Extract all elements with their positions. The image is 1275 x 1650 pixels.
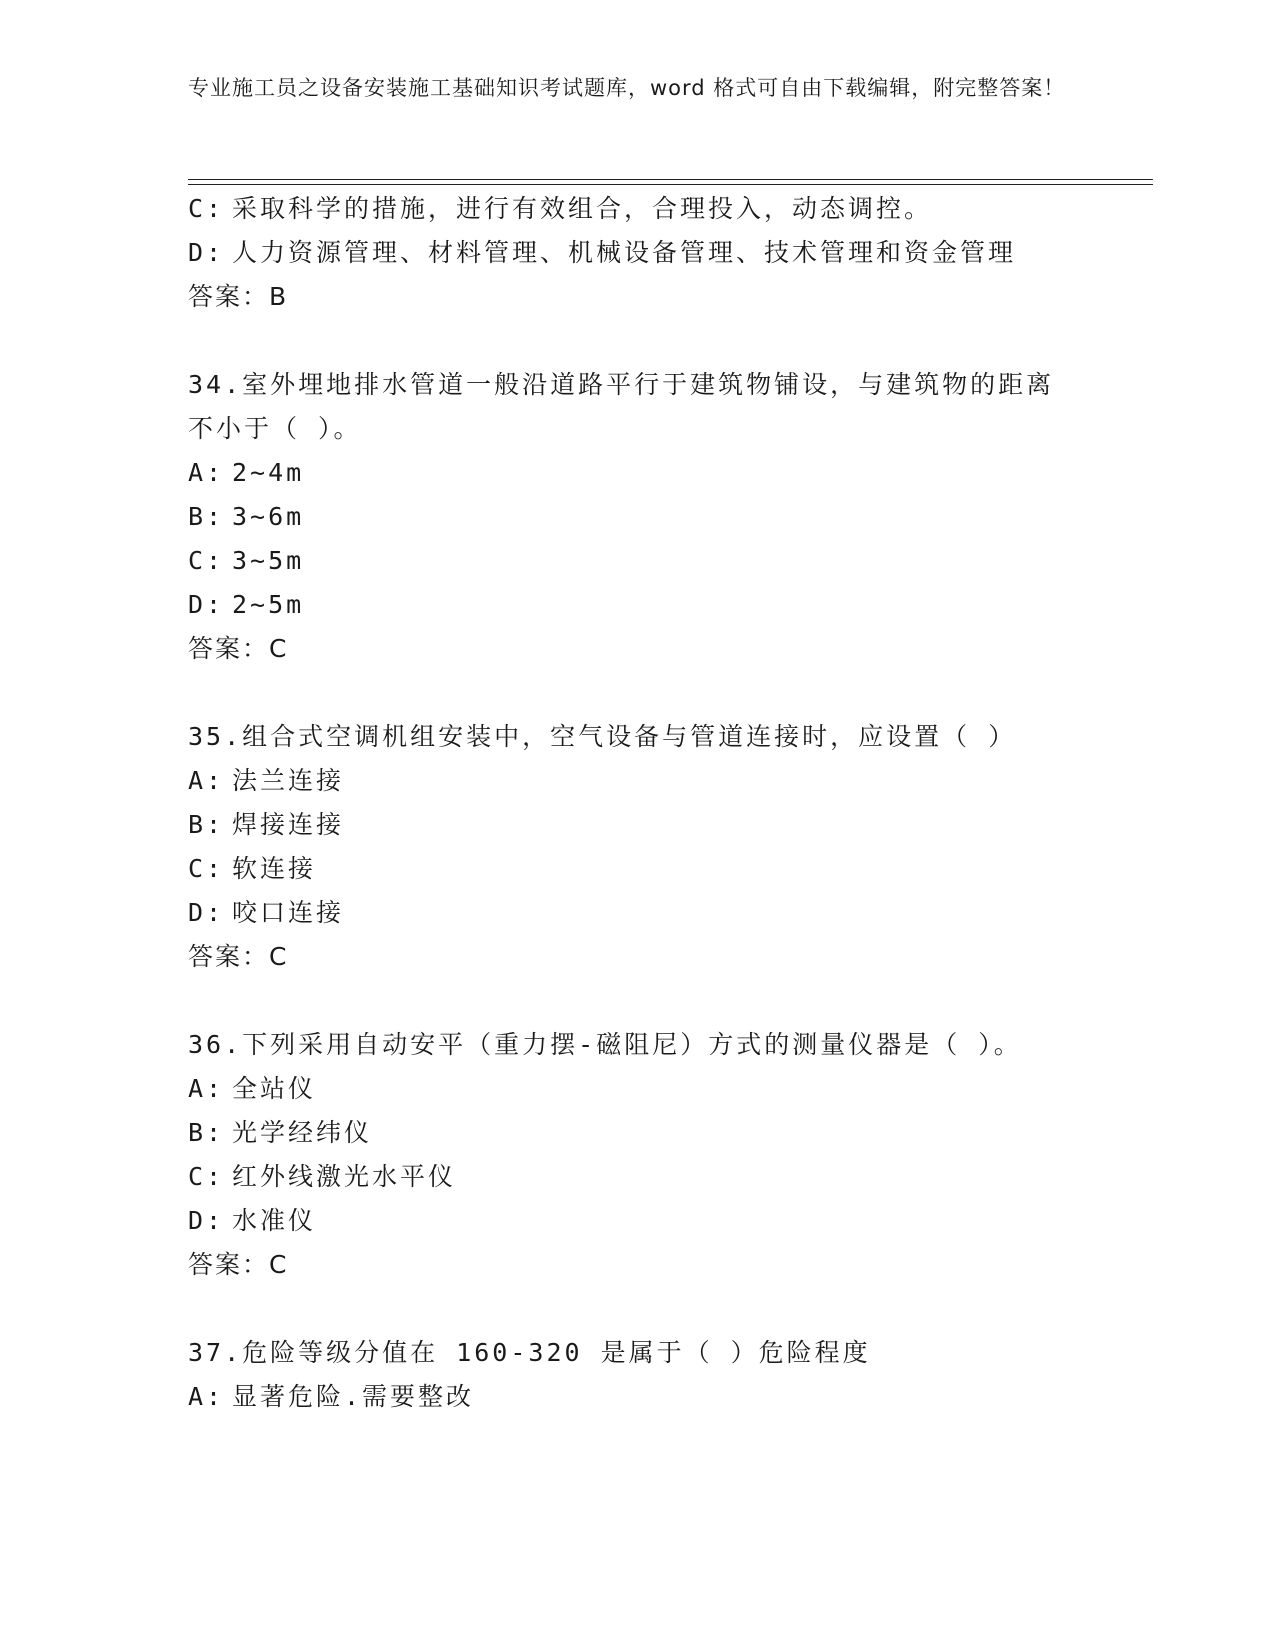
- option-b: [188, 501, 304, 533]
- option-text: 光学经纬仪: [232, 1118, 373, 1147]
- header-divider-top: [188, 179, 1153, 180]
- option-letter: C:: [188, 854, 225, 883]
- question-36-stem: 36.下列采用自动安平（重力摆-磁阻尼）方式的测量仪器是（ ）。: [188, 1030, 1022, 1059]
- option-b: [188, 1117, 372, 1149]
- option-text: 2~4m: [232, 458, 305, 487]
- question-34-stem-cont: 不小于（ ）。: [188, 414, 362, 443]
- option-text: 3~5m: [232, 546, 305, 575]
- option-letter: B:: [188, 810, 225, 839]
- option-letter: C:: [188, 194, 225, 223]
- option-text: 水准仪: [232, 1206, 317, 1235]
- option-letter: B:: [188, 502, 225, 531]
- option-letter: C:: [188, 546, 225, 575]
- option-text: 咬口连接: [232, 898, 345, 927]
- option-text: 焊接连接: [232, 810, 345, 839]
- option-letter: D:: [188, 1206, 225, 1235]
- option-d: [188, 589, 304, 621]
- option-c: [188, 1161, 456, 1193]
- option-b: [188, 809, 344, 841]
- option-text: 红外线激光水平仪: [232, 1162, 457, 1191]
- option-c: [188, 193, 932, 225]
- option-letter: D:: [188, 590, 225, 619]
- option-text: 采取科学的措施，进行有效组合，合理投入，动态调控。: [232, 194, 933, 223]
- option-text: 法兰连接: [232, 766, 345, 795]
- answer-label: 答案：C: [188, 1250, 289, 1279]
- header-divider-bottom: [188, 184, 1153, 185]
- option-d: [188, 237, 1016, 269]
- option-letter: D:: [188, 238, 225, 267]
- option-letter: D:: [188, 898, 225, 927]
- answer-label: 答案：C: [188, 634, 289, 663]
- answer-label: 答案：C: [188, 942, 289, 971]
- option-c: [188, 545, 304, 577]
- option-letter: A:: [188, 766, 225, 795]
- option-text: 2~5m: [232, 590, 305, 619]
- option-d: [188, 1205, 316, 1237]
- option-text: 3~6m: [232, 502, 305, 531]
- answer-label: 答案：B: [188, 282, 289, 311]
- option-c: [188, 853, 316, 885]
- option-a: [188, 1073, 316, 1105]
- option-text: 显著危险.需要整改: [232, 1382, 475, 1411]
- option-text: 人力资源管理、材料管理、机械设备管理、技术管理和资金管理: [232, 238, 1017, 267]
- option-a: [188, 765, 344, 797]
- option-letter: A:: [188, 458, 225, 487]
- option-a: [188, 457, 304, 489]
- question-34-stem: 34.室外埋地排水管道一般沿道路平行于建筑物铺设，与建筑物的距离: [188, 370, 1055, 399]
- option-text: 软连接: [232, 854, 317, 883]
- option-letter: A:: [188, 1074, 225, 1103]
- option-letter: B:: [188, 1118, 225, 1147]
- option-letter: A:: [188, 1382, 225, 1411]
- document-header: 专业施工员之设备安装施工基础知识考试题库，word 格式可自由下载编辑，附完整答案！: [188, 76, 1066, 100]
- option-a: [188, 1381, 474, 1413]
- question-35-stem: 35.组合式空调机组安装中，空气设备与管道连接时，应设置（ ）: [188, 722, 1017, 751]
- option-letter: C:: [188, 1162, 225, 1191]
- option-text: 全站仪: [232, 1074, 317, 1103]
- option-d: [188, 897, 344, 929]
- question-37-stem: 37.危险等级分值在 160-320 是属于（ ）危险程度: [188, 1338, 871, 1367]
